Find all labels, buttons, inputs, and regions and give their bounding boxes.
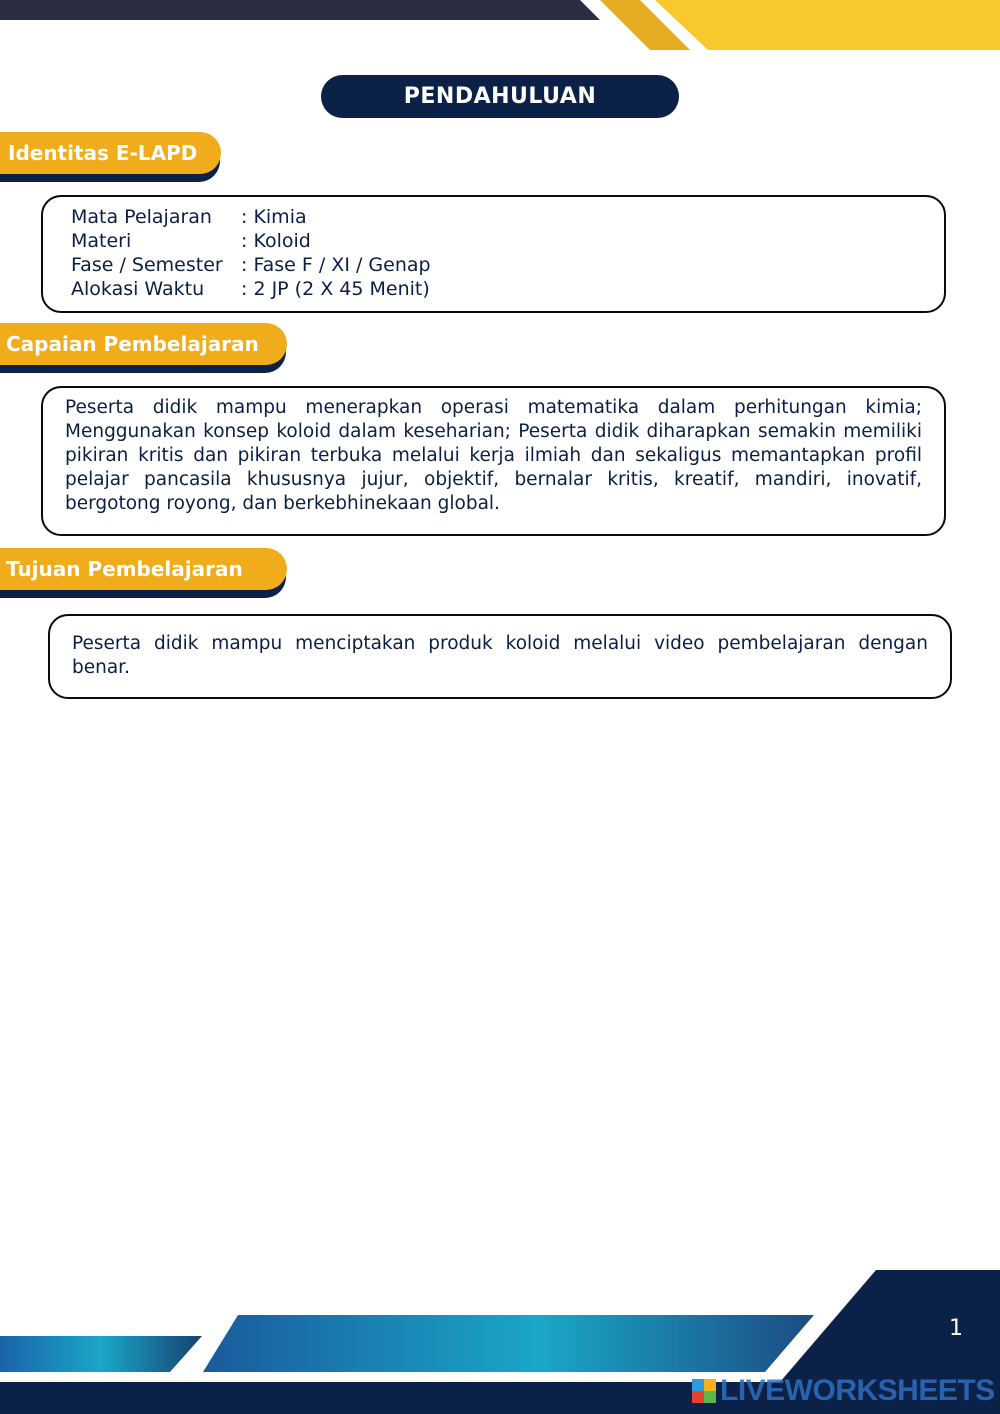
capaian-text: Peserta didik mampu menerapkan operasi matematika dalam perhitungan kimia; Menggunakan konsep koloid dalam keseharian; Peserta didik diharapkan semakin memiliki pikiran kritis dan pikiran terbuka melalui kerja ilmiah dan sekaligus memantapkan profil pelajar pancasila khususnya jujur, objektif, bernalar kritis, kreatif, mandiri, inovatif, bergotong royong, dan berkebhinekaan global. [65,397,922,514]
header-decoration [0,0,1000,52]
watermark-text: LIVEWORKSHEETS [720,1374,995,1407]
identity-label-subject: Mata Pelajaran [71,206,212,228]
identity-value-phase: : Fase F / XI / Genap [241,254,431,276]
liveworksheets-logo-icon [692,1379,716,1403]
section-tab-tujuan [0,548,288,598]
section-heading-tujuan: Tujuan Pembelajaran [0,548,287,590]
section-heading-identitas: Identitas E-LAPD [0,132,221,174]
footer-left-band [0,1336,202,1372]
page-title: PENDAHULUAN [321,75,679,118]
identity-value-subject: : Kimia [241,206,307,228]
identity-label-phase: Fase / Semester [71,254,223,276]
header-navy-band [0,0,600,20]
header-yellow-band [655,0,1000,50]
tujuan-text: Peserta didik mampu menciptakan produk koloid melalui video pembelajaran dengan benar. [72,633,928,678]
tujuan-box [48,614,952,699]
footer-center-band [203,1315,814,1372]
section-tab-identitas [0,132,222,182]
page-number: 1 [949,1316,963,1341]
identity-value-material: : Koloid [241,230,311,252]
identity-label-time: Alokasi Waktu [71,278,205,300]
identity-value-time: : 2 JP (2 X 45 Menit) [241,278,430,300]
section-heading-capaian: Capaian Pembelajaran [0,323,287,365]
section-tab-capaian [0,323,288,373]
liveworksheets-watermark [692,1374,995,1408]
capaian-box [41,386,946,536]
identity-label-material: Materi [71,230,132,252]
identity-box [41,195,946,313]
identity-table [71,205,431,301]
